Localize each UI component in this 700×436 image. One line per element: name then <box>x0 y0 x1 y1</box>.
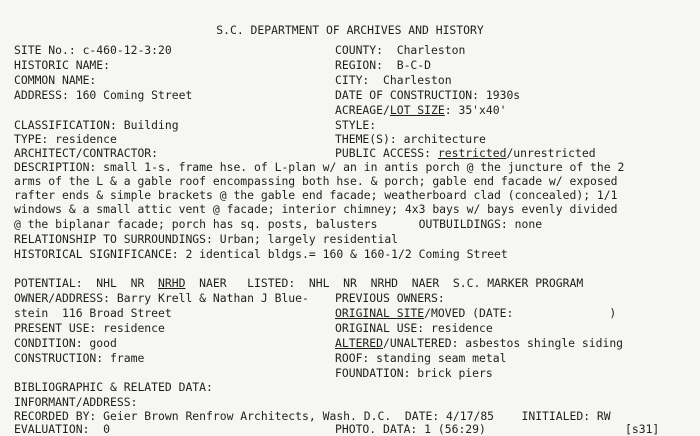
acreage-lot-size <box>335 104 506 117</box>
historic-name: HISTORIC NAME: <box>14 58 111 72</box>
owner-address-continued: stein 116 Broad Street <box>14 306 172 320</box>
informant-address: INFORMANT/ADDRESS: <box>14 395 138 409</box>
listed-options: NAER LISTED: NHL NR NRHD NAER S.C. MARKER PROGRAM <box>185 276 584 290</box>
acreage-label: ACREAGE/ <box>335 103 390 117</box>
altered-unaltered <box>335 337 623 350</box>
region: REGION: B-C-D <box>335 58 432 72</box>
relationship-to-surroundings: RELATIONSHIP TO SURROUNDINGS: Urban; largely residential <box>14 232 399 246</box>
classification: CLASSIFICATION: Building <box>14 118 179 132</box>
sheet-code: [s31] <box>625 422 660 436</box>
restricted-option: restricted <box>437 146 507 160</box>
original-site-selected: ORIGINAL SITE <box>335 306 425 320</box>
original-site-moved <box>335 307 616 320</box>
description-line: @ the biplanar facade; porch has sq. posts, balusters OUTBUILDINGS: none <box>14 217 543 231</box>
description-line: rafter ends & simple brackets @ the gable end facade; weatherboard clad (concealed); 1/1 <box>14 188 618 202</box>
foundation: FOUNDATION: brick piers <box>335 366 493 380</box>
architect-contractor: ARCHITECT/CONTRACTOR: <box>14 146 159 160</box>
historical-significance: HISTORICAL SIGNIFICANCE: 2 identical bldgs.= 160 & 160-1/2 Coming Street <box>14 247 508 261</box>
evaluation: EVALUATION: 0 <box>14 422 111 436</box>
condition: CONDITION: good <box>14 336 117 350</box>
description-line: windows & a small attic vent @ facade; interior chimney; 4x3 bays w/ bays evenly divided <box>14 202 618 216</box>
photo-data: PHOTO. DATA: 1 (56:29) <box>335 422 486 436</box>
date-of-construction: DATE OF CONSTRUCTION: 1930s <box>335 88 521 102</box>
roof: ROOF: standing seam metal <box>335 351 507 365</box>
common-name: COMMON NAME: <box>14 73 97 87</box>
address: ADDRESS: 160 Coming Street <box>14 88 193 102</box>
city: CITY: Charleston <box>335 73 452 87</box>
bibliographic-data: BIBLIOGRAPHIC & RELATED DATA: <box>14 380 213 394</box>
owner-address: OWNER/ADDRESS: Barry Krell & Nathan J Blue- <box>14 291 309 305</box>
description-line: arms of the L & a gable roof encompassing both hse. & porch; gable end facade w/ exposed <box>14 174 618 188</box>
moved-date: /MOVED (DATE: ) <box>424 306 617 320</box>
county: COUNTY: Charleston <box>335 43 466 57</box>
description-line: DESCRIPTION: small 1-s. frame hse. of L-plan w/ an in antis porch @ the juncture of the 2 <box>14 160 625 174</box>
style: STYLE: <box>335 118 377 132</box>
department-title: S.C. DEPARTMENT OF ARCHIVES AND HISTORY <box>216 23 484 37</box>
original-use: ORIGINAL USE: residence <box>335 321 493 335</box>
lot-size-value: : 35'x40' <box>444 103 507 117</box>
alterations: /UNALTERED: asbestos shingle siding <box>383 336 624 350</box>
type: TYPE: residence <box>14 132 117 146</box>
unrestricted-option: /unrestricted <box>506 146 596 160</box>
recorded-by: RECORDED BY: Geier Brown Renfrow Architects, Wash. D.C. DATE: 4/17/85 INITIALED: RW <box>14 409 611 423</box>
previous-owners: PREVIOUS OWNERS: <box>335 291 445 305</box>
public-access-label: PUBLIC ACCESS: <box>335 146 438 160</box>
altered-selected: ALTERED <box>335 336 384 350</box>
lot-size-label: LOT SIZE <box>389 103 445 117</box>
nrhd-selected: NRHD <box>158 276 186 290</box>
themes: THEME(S): architecture <box>335 132 486 146</box>
present-use: PRESENT USE: residence <box>14 321 165 335</box>
potential-listed <box>14 277 583 290</box>
site-number: SITE No.: c-460-12-3:20 <box>14 43 172 57</box>
construction: CONSTRUCTION: frame <box>14 351 145 365</box>
potential-label: POTENTIAL: NHL NR <box>14 276 159 290</box>
public-access <box>335 147 596 160</box>
